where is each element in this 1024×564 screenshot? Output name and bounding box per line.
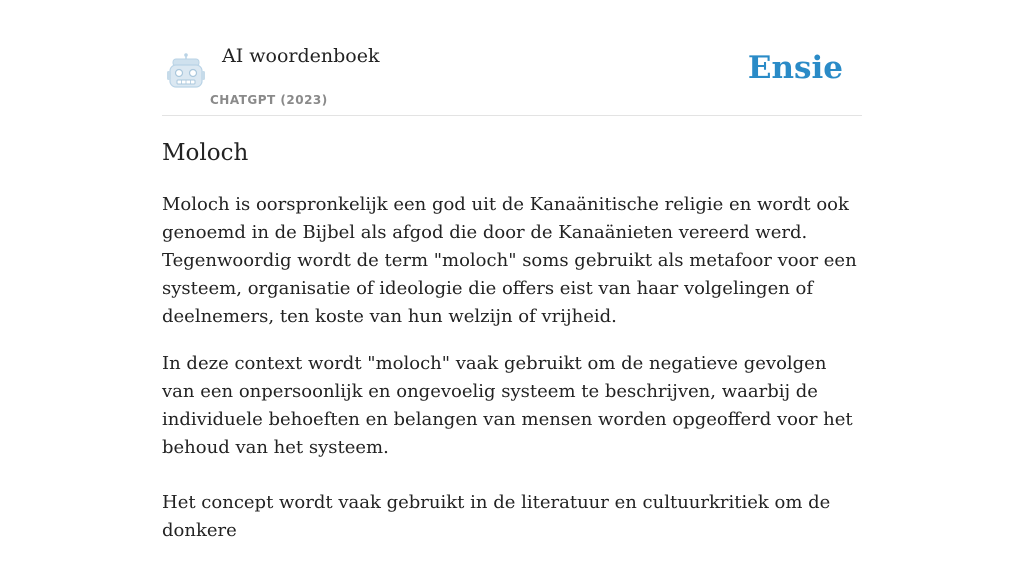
definition-paragraph: Moloch is oorspronkelijk een god uit de Kanaänitische religie en wordt ook genoemd in de Bijbel als afgod die door de Kanaänieten vereerd werd. Tegenwoordig wordt de term "moloch" soms gebruikt als metafoor voor een systeem, organisatie of ideologie die offers eist van haar volgelingen of deelnemers, ten koste van hun welzijn of vrijheid. [162,194,857,327]
page [162,0,862,541]
entry-definition [162,191,862,564]
source-subtitle: CHATGPT (2023) [210,93,328,107]
definition-paragraph: In deze context wordt "moloch" vaak gebruikt om de negatieve gevolgen van een onpersoonlijk en ongevoelig systeem te beschrijven, waarbij de individuele behoeften en belangen van mensen worden opgeofferd voor het behoud van het systeem. [162,353,853,458]
source-header [162,0,862,116]
source-title: AI woordenboek [222,45,380,67]
entry-term: Moloch [162,140,249,166]
robot-icon [166,52,206,90]
brand-logo-link[interactable]: Ensie [747,50,843,86]
definition-paragraph: Het concept wordt vaak gebruikt in de literatuur en cultuurkritiek om de donkere [162,492,831,541]
